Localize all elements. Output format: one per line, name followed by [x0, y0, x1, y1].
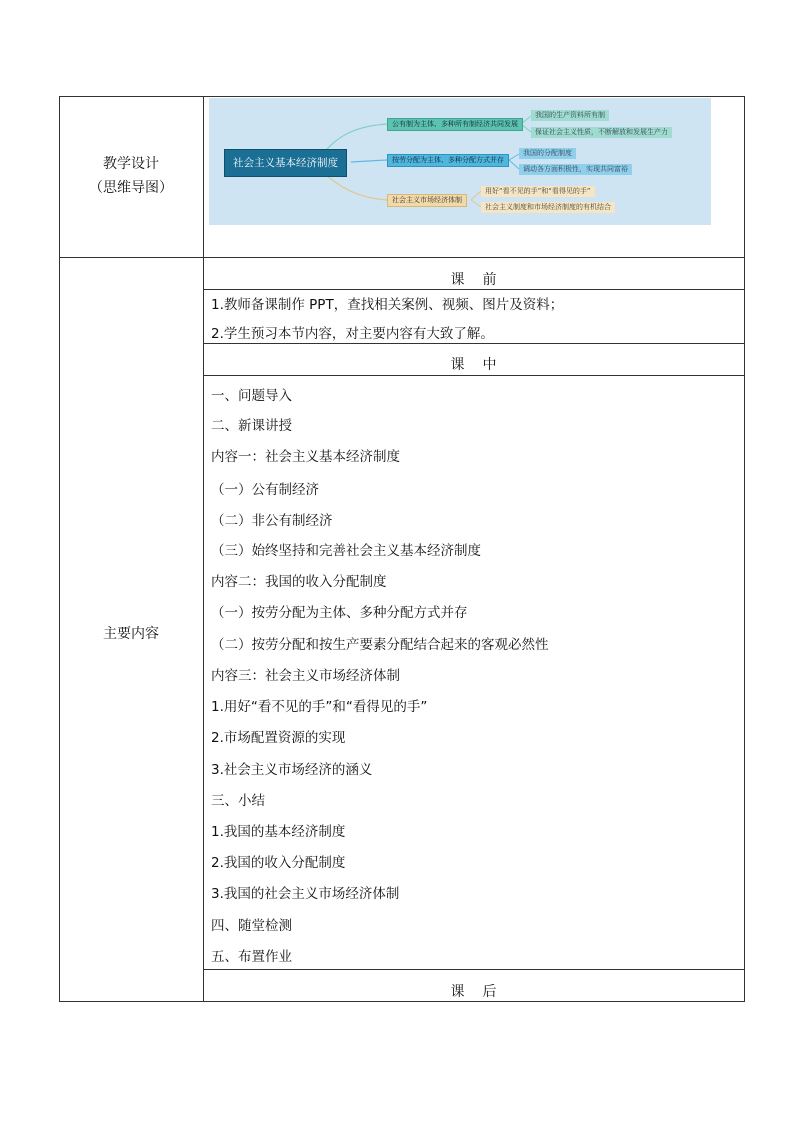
- in-class-item: 三、小结: [211, 793, 265, 809]
- in-class-item: （一）按劳分配为主体、多种分配方式并存: [211, 605, 468, 621]
- mind-map-root: 社会主义基本经济制度: [224, 149, 347, 177]
- mind-map-branch-2: 按劳分配为主体、多种分配方式并存: [387, 154, 509, 167]
- table-border-left: [59, 96, 60, 1002]
- in-class-item: 二、新课讲授: [211, 418, 292, 434]
- table-border-right: [744, 96, 745, 1002]
- before-class-item: 2.学生预习本节内容，对主要内容有大致了解。: [211, 326, 494, 342]
- in-class-item: （二）按劳分配和按生产要素分配结合起来的客观必然性: [211, 637, 549, 653]
- table-row-divider: [204, 289, 745, 290]
- mind-map-branch-3: 社会主义市场经济体制: [387, 194, 467, 207]
- table-row-divider: [204, 343, 745, 344]
- in-class-item: 1.我国的基本经济制度: [211, 824, 346, 840]
- in-class-item: 内容一：社会主义基本经济制度: [211, 449, 400, 465]
- before-class-title: 课 前: [450, 272, 499, 288]
- in-class-item: 3.我国的社会主义市场经济体制: [211, 886, 400, 902]
- in-class-item: 五、布置作业: [211, 949, 292, 965]
- in-class-item: 内容二：我国的收入分配制度: [211, 574, 387, 590]
- in-class-item: 四、随堂检测: [211, 918, 292, 934]
- teaching-design-label: [59, 152, 203, 200]
- in-class-item: 1.用好“看不见的手”和“看得见的手”: [211, 699, 428, 715]
- in-class-item: 3.社会主义市场经济的涵义: [211, 762, 373, 778]
- in-class-item: （一）公有制经济: [211, 482, 319, 498]
- in-class-item: （三）始终坚持和完善社会主义基本经济制度: [211, 543, 481, 559]
- in-class-item: （二）非公有制经济: [211, 513, 333, 529]
- mind-map-leaf: 用好“看不见的手”和“看得见的手”: [481, 186, 595, 197]
- mind-map-branch-1: 公有制为主体、多种所有制经济共同发展: [387, 118, 523, 131]
- before-class-item: 1.教师备课制作 PPT，查找相关案例、视频、图片及资料；: [211, 297, 564, 313]
- mind-map-leaf: 保证社会主义性质，不断解放和发展生产力: [531, 127, 672, 138]
- label-line-1: 教学设计: [103, 156, 159, 172]
- label-line-2: （思维导图）: [89, 180, 173, 196]
- in-class-title: 课 中: [450, 357, 499, 373]
- mind-map: [209, 98, 711, 225]
- in-class-item: 内容三：社会主义市场经济体制: [211, 668, 400, 684]
- table-row-divider: [204, 969, 745, 970]
- mind-map-leaf: 社会主义制度和市场经济制度的有机结合: [481, 202, 615, 213]
- mind-map-leaf: 我国的分配制度: [519, 148, 576, 159]
- in-class-item: 2.市场配置资源的实现: [211, 730, 346, 746]
- mind-map-leaf: 调动各方面积极性，实现共同富裕: [519, 164, 632, 175]
- in-class-item: 一、问题导入: [211, 388, 292, 404]
- after-class-title: 课 后: [450, 984, 499, 1000]
- table-border-bottom: [59, 1001, 745, 1002]
- mind-map-leaf: 我国的生产资料所有制: [531, 110, 609, 121]
- table-row-divider: [204, 375, 745, 376]
- lesson-plan-table: [59, 96, 745, 1002]
- table-border-top: [59, 96, 745, 97]
- table-column-divider: [203, 96, 204, 1002]
- table-row-divider: [59, 257, 745, 258]
- main-content-label: 主要内容: [103, 626, 159, 642]
- in-class-item: 2.我国的收入分配制度: [211, 855, 346, 871]
